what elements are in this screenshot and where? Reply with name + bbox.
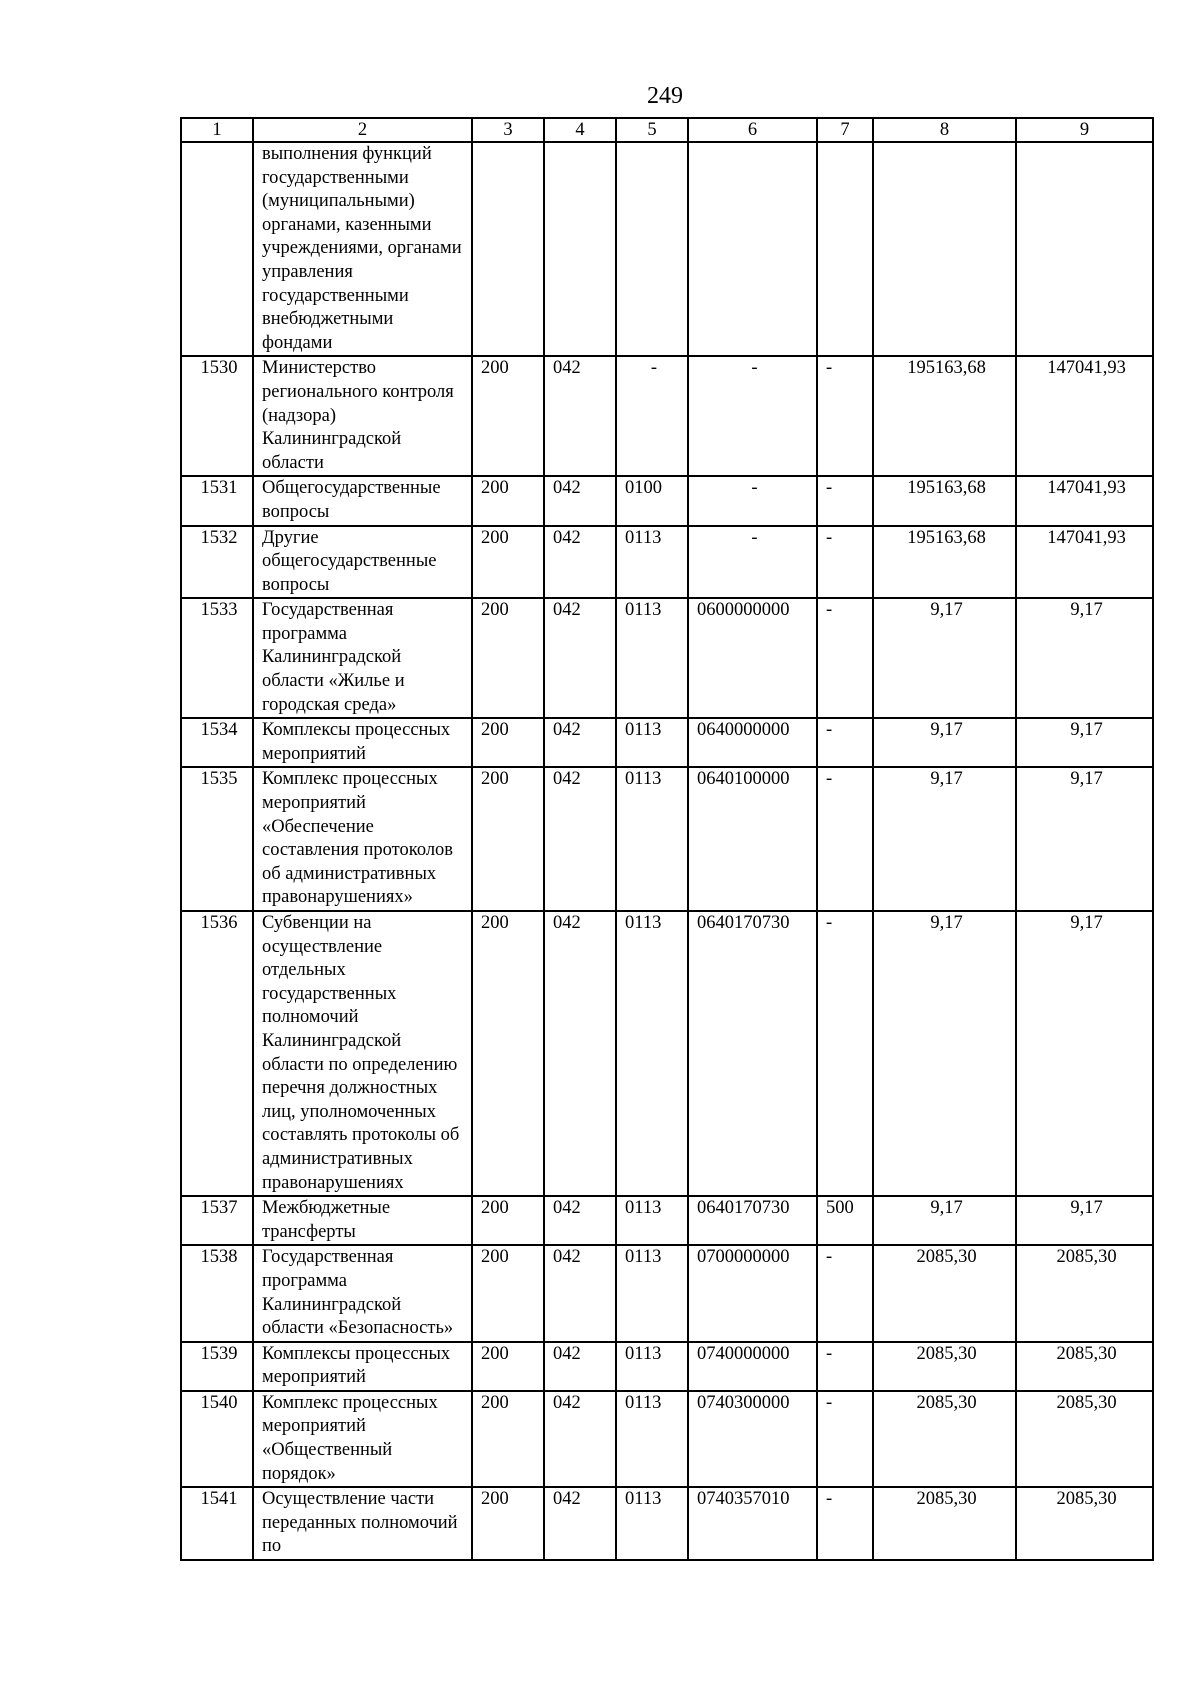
col6-cell: 0640000000 (688, 718, 817, 767)
col7-cell: 500 (817, 1196, 873, 1245)
col5-cell: 0113 (616, 718, 688, 767)
row-number-cell: 1537 (181, 1196, 253, 1245)
col4-cell: 042 (544, 1196, 616, 1245)
col4-cell: 042 (544, 526, 616, 599)
col5-cell: 0113 (616, 1196, 688, 1245)
col5-cell (616, 142, 688, 356)
table-row (181, 911, 1153, 1196)
col4-cell (544, 142, 616, 356)
col4-cell: 042 (544, 718, 616, 767)
header-row (181, 118, 1153, 142)
col8-amount-cell: 9,17 (873, 718, 1016, 767)
column-header: 7 (817, 118, 873, 142)
row-number-cell: 1538 (181, 1245, 253, 1341)
col8-amount-cell: 2085,30 (873, 1342, 1016, 1391)
col7-cell: - (817, 356, 873, 476)
row-name-cell: Общегосударственные вопросы (253, 476, 472, 525)
col5-cell: 0113 (616, 911, 688, 1196)
table-row (181, 1196, 1153, 1245)
col8-amount-cell: 195163,68 (873, 526, 1016, 599)
row-name-cell: Государственная программа Калининградской области «Жилье и городская среда» (253, 598, 472, 718)
col3-cell: 200 (472, 911, 544, 1196)
col5-cell: 0113 (616, 1245, 688, 1341)
col4-cell: 042 (544, 1245, 616, 1341)
col7-cell: - (817, 1391, 873, 1487)
col3-cell: 200 (472, 1245, 544, 1341)
budget-table (180, 117, 1154, 1561)
column-header: 4 (544, 118, 616, 142)
row-number-cell: 1541 (181, 1487, 253, 1560)
row-name-cell: Другие общегосударственные вопросы (253, 526, 472, 599)
row-number-cell (181, 142, 253, 356)
table-row (181, 598, 1153, 718)
row-name-cell: Государственная программа Калининградской области «Безопасность» (253, 1245, 472, 1341)
col7-cell: - (817, 598, 873, 718)
col9-amount-cell: 147041,93 (1016, 356, 1153, 476)
col6-cell: 0640100000 (688, 767, 817, 911)
col9-amount-cell: 9,17 (1016, 718, 1153, 767)
col3-cell: 200 (472, 1487, 544, 1560)
col4-cell: 042 (544, 356, 616, 476)
col6-cell: 0740300000 (688, 1391, 817, 1487)
column-header: 2 (253, 118, 472, 142)
table-row (181, 142, 1153, 356)
col8-amount-cell: 2085,30 (873, 1245, 1016, 1341)
col6-cell: - (688, 476, 817, 525)
col6-cell: 0700000000 (688, 1245, 817, 1341)
col5-cell: 0113 (616, 526, 688, 599)
column-header: 8 (873, 118, 1016, 142)
table-row (181, 476, 1153, 525)
row-number-cell: 1532 (181, 526, 253, 599)
col9-amount-cell (1016, 142, 1153, 356)
col6-cell: - (688, 526, 817, 599)
row-number-cell: 1539 (181, 1342, 253, 1391)
col7-cell: - (817, 1487, 873, 1560)
table-row (181, 1342, 1153, 1391)
col9-amount-cell: 147041,93 (1016, 526, 1153, 599)
column-header: 9 (1016, 118, 1153, 142)
row-name-cell: Комплексы процессных мероприятий (253, 1342, 472, 1391)
table-row (181, 356, 1153, 476)
row-number-cell: 1531 (181, 476, 253, 525)
col3-cell (472, 142, 544, 356)
col8-amount-cell: 2085,30 (873, 1487, 1016, 1560)
col9-amount-cell: 2085,30 (1016, 1342, 1153, 1391)
col6-cell: 0640170730 (688, 1196, 817, 1245)
col9-amount-cell: 147041,93 (1016, 476, 1153, 525)
col8-amount-cell: 2085,30 (873, 1391, 1016, 1487)
col4-cell: 042 (544, 1487, 616, 1560)
col9-amount-cell: 9,17 (1016, 1196, 1153, 1245)
col9-amount-cell: 9,17 (1016, 767, 1153, 911)
col6-cell: 0600000000 (688, 598, 817, 718)
row-name-cell: Межбюджетные трансферты (253, 1196, 472, 1245)
row-name-cell: Министерство регионального контроля (надзора) Калининградской области (253, 356, 472, 476)
col4-cell: 042 (544, 1391, 616, 1487)
col3-cell: 200 (472, 598, 544, 718)
col7-cell: - (817, 476, 873, 525)
table-row (181, 718, 1153, 767)
col6-cell: 0640170730 (688, 911, 817, 1196)
col3-cell: 200 (472, 1196, 544, 1245)
col4-cell: 042 (544, 767, 616, 911)
col5-cell: 0113 (616, 1487, 688, 1560)
col7-cell: - (817, 1342, 873, 1391)
col7-cell: - (817, 911, 873, 1196)
column-header: 1 (181, 118, 253, 142)
column-header: 5 (616, 118, 688, 142)
row-name-cell: Комплекс процессных мероприятий «Общественный порядок» (253, 1391, 472, 1487)
col6-cell: - (688, 356, 817, 476)
table-row (181, 1245, 1153, 1341)
col3-cell: 200 (472, 526, 544, 599)
col7-cell: - (817, 767, 873, 911)
col9-amount-cell: 2085,30 (1016, 1391, 1153, 1487)
col7-cell (817, 142, 873, 356)
col9-amount-cell: 2085,30 (1016, 1245, 1153, 1341)
col8-amount-cell: 195163,68 (873, 476, 1016, 525)
col9-amount-cell: 9,17 (1016, 598, 1153, 718)
column-header: 6 (688, 118, 817, 142)
col4-cell: 042 (544, 598, 616, 718)
col6-cell: 0740357010 (688, 1487, 817, 1560)
col3-cell: 200 (472, 1342, 544, 1391)
col6-cell: 0740000000 (688, 1342, 817, 1391)
table-row (181, 767, 1153, 911)
col8-amount-cell: 9,17 (873, 1196, 1016, 1245)
row-name-cell: выполнения функций государственными (муниципальными) органами, казенными учреждениями, органами управления государственными внебюджетными фондами (253, 142, 472, 356)
col5-cell: 0113 (616, 767, 688, 911)
col4-cell: 042 (544, 476, 616, 525)
col3-cell: 200 (472, 1391, 544, 1487)
col3-cell: 200 (472, 476, 544, 525)
col7-cell: - (817, 526, 873, 599)
row-name-cell: Субвенции на осуществление отдельных государственных полномочий Калининградской области по определению перечня должностных лиц, уполномоченных составлять протоколы об административных правонарушениях (253, 911, 472, 1196)
col8-amount-cell (873, 142, 1016, 356)
column-header: 3 (472, 118, 544, 142)
col5-cell: 0113 (616, 1342, 688, 1391)
col8-amount-cell: 9,17 (873, 767, 1016, 911)
row-number-cell: 1536 (181, 911, 253, 1196)
col6-cell (688, 142, 817, 356)
col8-amount-cell: 9,17 (873, 911, 1016, 1196)
col4-cell: 042 (544, 1342, 616, 1391)
col4-cell: 042 (544, 911, 616, 1196)
table-row (181, 526, 1153, 599)
col3-cell: 200 (472, 356, 544, 476)
row-number-cell: 1533 (181, 598, 253, 718)
col5-cell: - (616, 356, 688, 476)
row-number-cell: 1535 (181, 767, 253, 911)
row-name-cell: Комплексы процессных мероприятий (253, 718, 472, 767)
row-number-cell: 1530 (181, 356, 253, 476)
row-name-cell: Осуществление части переданных полномочий по (253, 1487, 472, 1560)
col5-cell: 0100 (616, 476, 688, 525)
row-name-cell: Комплекс процессных мероприятий «Обеспечение составления протоколов об административных правонарушениях» (253, 767, 472, 911)
col5-cell: 0113 (616, 1391, 688, 1487)
table-row (181, 1391, 1153, 1487)
col7-cell: - (817, 718, 873, 767)
col3-cell: 200 (472, 767, 544, 911)
table-row (181, 1487, 1153, 1560)
row-number-cell: 1540 (181, 1391, 253, 1487)
col7-cell: - (817, 1245, 873, 1341)
col8-amount-cell: 195163,68 (873, 356, 1016, 476)
col9-amount-cell: 2085,30 (1016, 1487, 1153, 1560)
page-number: 249 (647, 83, 683, 109)
col9-amount-cell: 9,17 (1016, 911, 1153, 1196)
col5-cell: 0113 (616, 598, 688, 718)
col3-cell: 200 (472, 718, 544, 767)
row-number-cell: 1534 (181, 718, 253, 767)
col8-amount-cell: 9,17 (873, 598, 1016, 718)
